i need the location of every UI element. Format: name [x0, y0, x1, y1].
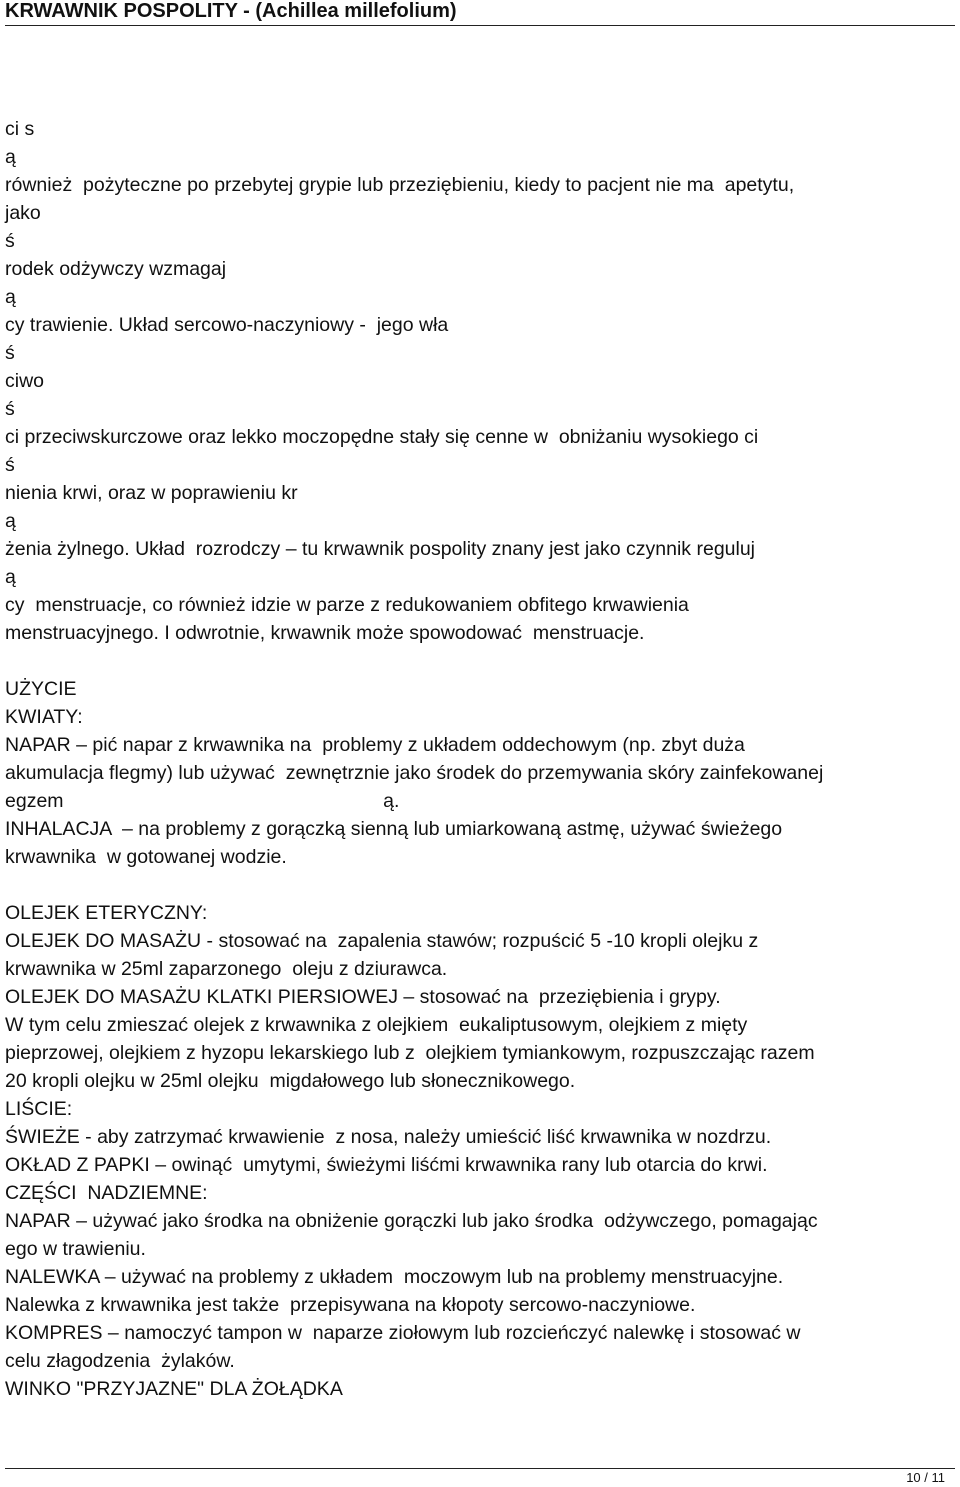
- text-line: OLEJEK DO MASAŻU KLATKI PIERSIOWEJ – stosować na przeziębienia i grypy.: [5, 986, 721, 1008]
- text-line: cy trawienie. Układ sercowo-naczyniowy - jego wła: [5, 314, 449, 336]
- text-line: KOMPRES – namoczyć tampon w naparze ziołowym lub rozcieńczyć nalewkę i stosować w: [5, 1322, 801, 1344]
- text-line: krwawnika w gotowanej wodzie.: [5, 846, 287, 868]
- text-line: NALEWKA – używać na problemy z układem moczowym lub na problemy menstruacyjne.: [5, 1266, 784, 1288]
- text-line: ci przeciwskurczowe oraz lekko moczopędne stały się cenne w obniżaniu wysokiego ci: [5, 426, 759, 448]
- text-line: menstruacyjnego. I odwrotnie, krwawnik może spowodować menstruacje.: [5, 622, 645, 644]
- text-line: ą: [5, 146, 16, 168]
- page-number: 10 / 11: [906, 1470, 945, 1485]
- text-line: akumulacja flegmy) lub używać zewnętrznie jako środek do przemywania skóry zainfekowanej: [5, 762, 824, 784]
- text-line: krwawnika w 25ml zaparzonego oleju z dziurawca.: [5, 958, 448, 980]
- text-line: 20 kropli olejku w 25ml olejku migdałowego lub słonecznikowego.: [5, 1070, 576, 1092]
- text-line: ą: [5, 286, 16, 308]
- footer-rule: [5, 1468, 955, 1469]
- text-line: ś: [5, 454, 15, 476]
- text-line: ś: [5, 230, 15, 252]
- section-heading: KWIATY:: [5, 706, 83, 728]
- section-heading: OLEJEK ETERYCZNY:: [5, 902, 208, 924]
- text-line: celu złagodzenia żylaków.: [5, 1350, 235, 1372]
- page-header-title: KRWAWNIK POSPOLITY - (Achillea millefolium): [5, 0, 457, 22]
- section-heading: LIŚCIE:: [5, 1098, 73, 1120]
- text-line: W tym celu zmieszać olejek z krwawnika z olejkiem eukaliptusowym, olejkiem z mięty: [5, 1014, 748, 1036]
- text-line: ciwo: [5, 370, 45, 392]
- text-line: nienia krwi, oraz w poprawieniu kr: [5, 482, 298, 504]
- text-line: rodek odżywczy wzmagaj: [5, 258, 227, 280]
- text-line: ego w trawieniu.: [5, 1238, 146, 1260]
- header-rule: [5, 25, 955, 26]
- text-line: ŚWIEŻE - aby zatrzymać krwawienie z nosa, należy umieścić liść krwawnika w nozdrzu.: [5, 1126, 772, 1148]
- text-line: ś: [5, 398, 15, 420]
- text-line: INHALACJA – na problemy z gorączką sienną lub umiarkowaną astmę, używać świeżego: [5, 818, 783, 840]
- text-line: ci s: [5, 118, 35, 140]
- text-line: NAPAR – pić napar z krwawnika na problemy z układem oddechowym (np. zbyt duża: [5, 734, 745, 756]
- text-line: ą: [5, 510, 16, 532]
- text-line: również pożyteczne po przebytej grypie lub przeziębieniu, kiedy to pacjent nie ma apetytu,: [5, 174, 795, 196]
- text-line: żenia żylnego. Układ rozrodczy – tu krwawnik pospolity znany jest jako czynnik reguluj: [5, 538, 756, 560]
- text-line: jako: [5, 202, 41, 224]
- text-line: Nalewka z krwawnika jest także przepisywana na kłopoty sercowo-naczyniowe.: [5, 1294, 696, 1316]
- text-line: cy menstruacje, co również idzie w parze z redukowaniem obfitego krwawienia: [5, 594, 689, 616]
- text-line: ą: [5, 566, 16, 588]
- section-heading: WINKO "PRZYJAZNE" DLA ŻOŁĄDKA: [5, 1378, 343, 1400]
- text-line: pieprzowej, olejkiem z hyzopu lekarskiego lub z olejkiem tymiankowym, rozpuszczając razem: [5, 1042, 815, 1064]
- section-heading: CZĘŚCI NADZIEMNE:: [5, 1182, 208, 1204]
- text-line: NAPAR – używać jako środka na obniżenie gorączki lub jako środka odżywczego, pomagając: [5, 1210, 818, 1232]
- text-line: ś: [5, 342, 15, 364]
- text-line: egzem ą.: [5, 790, 400, 812]
- section-heading: UŻYCIE: [5, 678, 77, 700]
- text-line: OKŁAD Z PAPKI – owinąć umytymi, świeżymi liśćmi krwawnika rany lub otarcia do krwi.: [5, 1154, 768, 1176]
- text-line: OLEJEK DO MASAŻU - stosować na zapalenia stawów; rozpuścić 5 -10 kropli olejku z: [5, 930, 759, 952]
